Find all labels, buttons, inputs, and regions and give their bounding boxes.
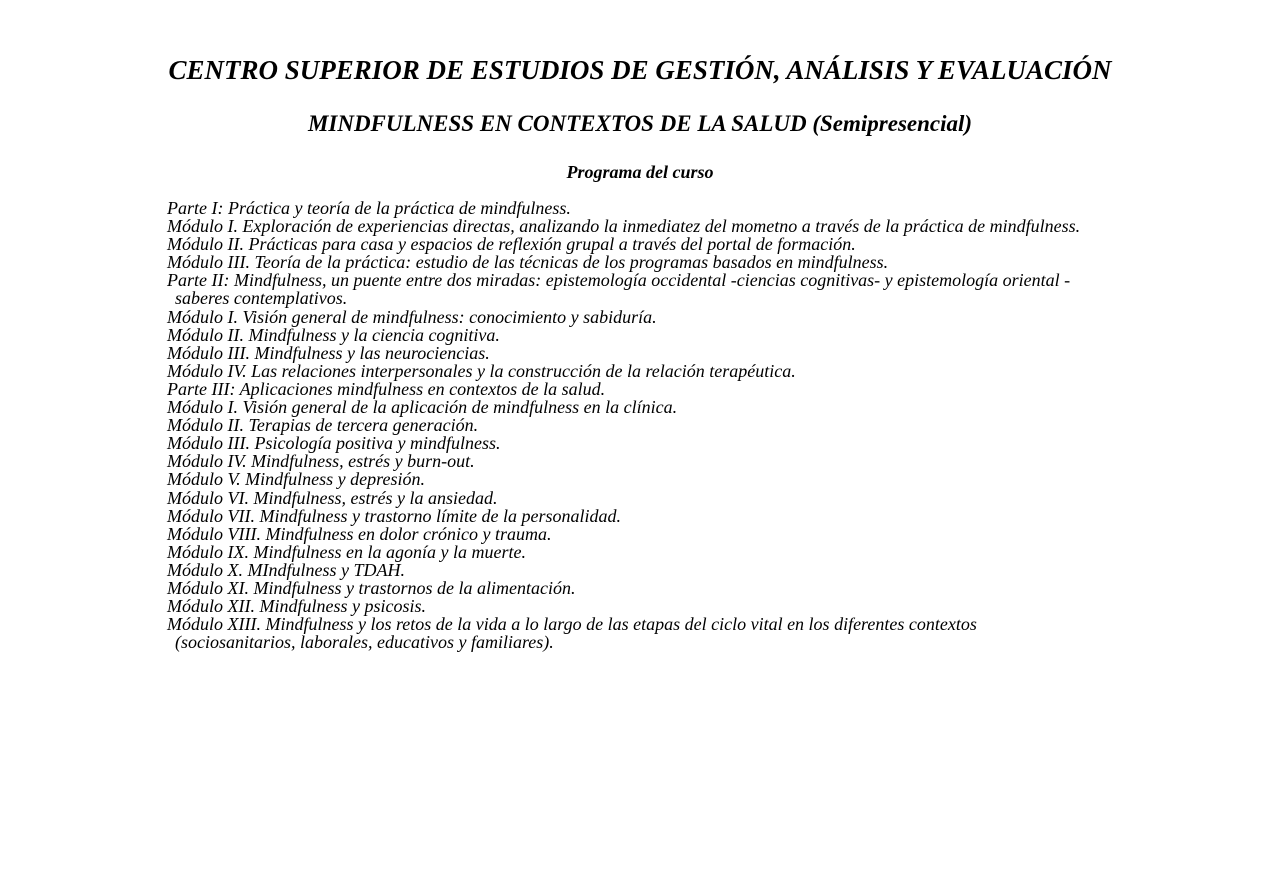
- program-subtitle: Programa del curso: [566, 162, 714, 182]
- program-module-item: [167, 543, 1127, 561]
- program-item-continuation: saberes contemplativos.: [175, 288, 348, 309]
- program-item-text: Módulo VI. Mindfulness, estrés y la ansiedad.: [167, 487, 498, 508]
- program-item-text: Módulo XII. Mindfulness y psicosis.: [167, 596, 426, 617]
- program-module-item: [167, 217, 1127, 235]
- program-item-text: Módulo X. MIndfulness y TDAH.: [167, 559, 405, 580]
- program-item-text: Módulo III. Psicología positiva y mindfulness.: [167, 433, 501, 454]
- program-item-text: Parte III: Aplicaciones mindfulness en contextos de la salud.: [167, 378, 606, 399]
- program-item-text: Módulo III. Teoría de la práctica: estudio de las técnicas de los programas basados en mindfulness.: [167, 252, 889, 273]
- program-item-text: Parte I: Práctica y teoría de la práctica de mindfulness.: [167, 198, 571, 218]
- program-module-item: [167, 362, 1127, 380]
- program-item-text: Módulo IX. Mindfulness en la agonía y la muerte.: [167, 541, 526, 562]
- program-module-item: [167, 452, 1127, 470]
- program-item-text: Módulo VII. Mindfulness y trastorno límite de la personalidad.: [167, 505, 621, 526]
- program-module-item: [167, 398, 1127, 416]
- program-item-text: Módulo II. Mindfulness y la ciencia cognitiva.: [167, 324, 500, 345]
- program-item-text: Módulo II. Prácticas para casa y espacios de reflexión grupal a través del portal de formación.: [167, 234, 856, 255]
- program-item-text: Módulo XI. Mindfulness y trastornos de la alimentación.: [167, 577, 576, 598]
- course-title: MINDFULNESS EN CONTEXTOS DE LA SALUD (Semipresencial): [307, 111, 973, 136]
- program-item-text: Parte II: Mindfulness, un puente entre dos miradas: epistemología occidental -ciencias cognitivas- y epistemología oriental -: [167, 270, 1071, 291]
- program-part-item: [167, 271, 1127, 307]
- program-module-item: [167, 308, 1127, 326]
- program-part-item: [167, 199, 1127, 217]
- program-item-text: Módulo I. Exploración de experiencias directas, analizando la inmediatez del mometno a través de la práctica de mindfulness.: [167, 216, 1081, 237]
- program-part-item: [167, 380, 1127, 398]
- program-module-item: [167, 344, 1127, 362]
- program-module-item: [167, 579, 1127, 597]
- institution-title: CENTRO SUPERIOR DE ESTUDIOS DE GESTIÓN, ANÁLISIS Y EVALUACIÓN: [168, 55, 1112, 85]
- program-list: [167, 199, 1127, 651]
- program-item-text: Módulo III. Mindfulness y las neurociencias.: [167, 342, 490, 363]
- program-module-item: [167, 561, 1127, 579]
- program-module-item: [167, 253, 1127, 271]
- program-module-item: [167, 326, 1127, 344]
- program-module-item: [167, 416, 1127, 434]
- program-module-item: [167, 597, 1127, 615]
- program-item-text: Módulo V. Mindfulness y depresión.: [167, 469, 425, 490]
- program-module-item: [167, 434, 1127, 452]
- program-module-item: [167, 489, 1127, 507]
- program-module-item: [167, 235, 1127, 253]
- program-module-item: [167, 507, 1127, 525]
- program-item-text: Módulo IV. Las relaciones interpersonales y la construcción de la relación terapéutica.: [167, 360, 796, 381]
- program-module-item: [167, 615, 1127, 651]
- program-item-continuation: (sociosanitarios, laborales, educativos y familiares).: [175, 632, 554, 653]
- program-module-item: [167, 470, 1127, 488]
- program-module-item: [167, 525, 1127, 543]
- program-item-text: Módulo I. Visión general de la aplicación de mindfulness en la clínica.: [167, 397, 678, 418]
- program-item-text: Módulo II. Terapias de tercera generación.: [167, 415, 479, 436]
- program-item-text: Módulo XIII. Mindfulness y los retos de la vida a lo largo de las etapas del ciclo vital en los diferentes contextos: [167, 614, 977, 635]
- program-item-text: Módulo VIII. Mindfulness en dolor crónico y trauma.: [167, 523, 552, 544]
- program-item-text: Módulo I. Visión general de mindfulness: conocimiento y sabiduría.: [167, 306, 657, 327]
- program-item-text: Módulo IV. Mindfulness, estrés y burn-out.: [167, 451, 475, 472]
